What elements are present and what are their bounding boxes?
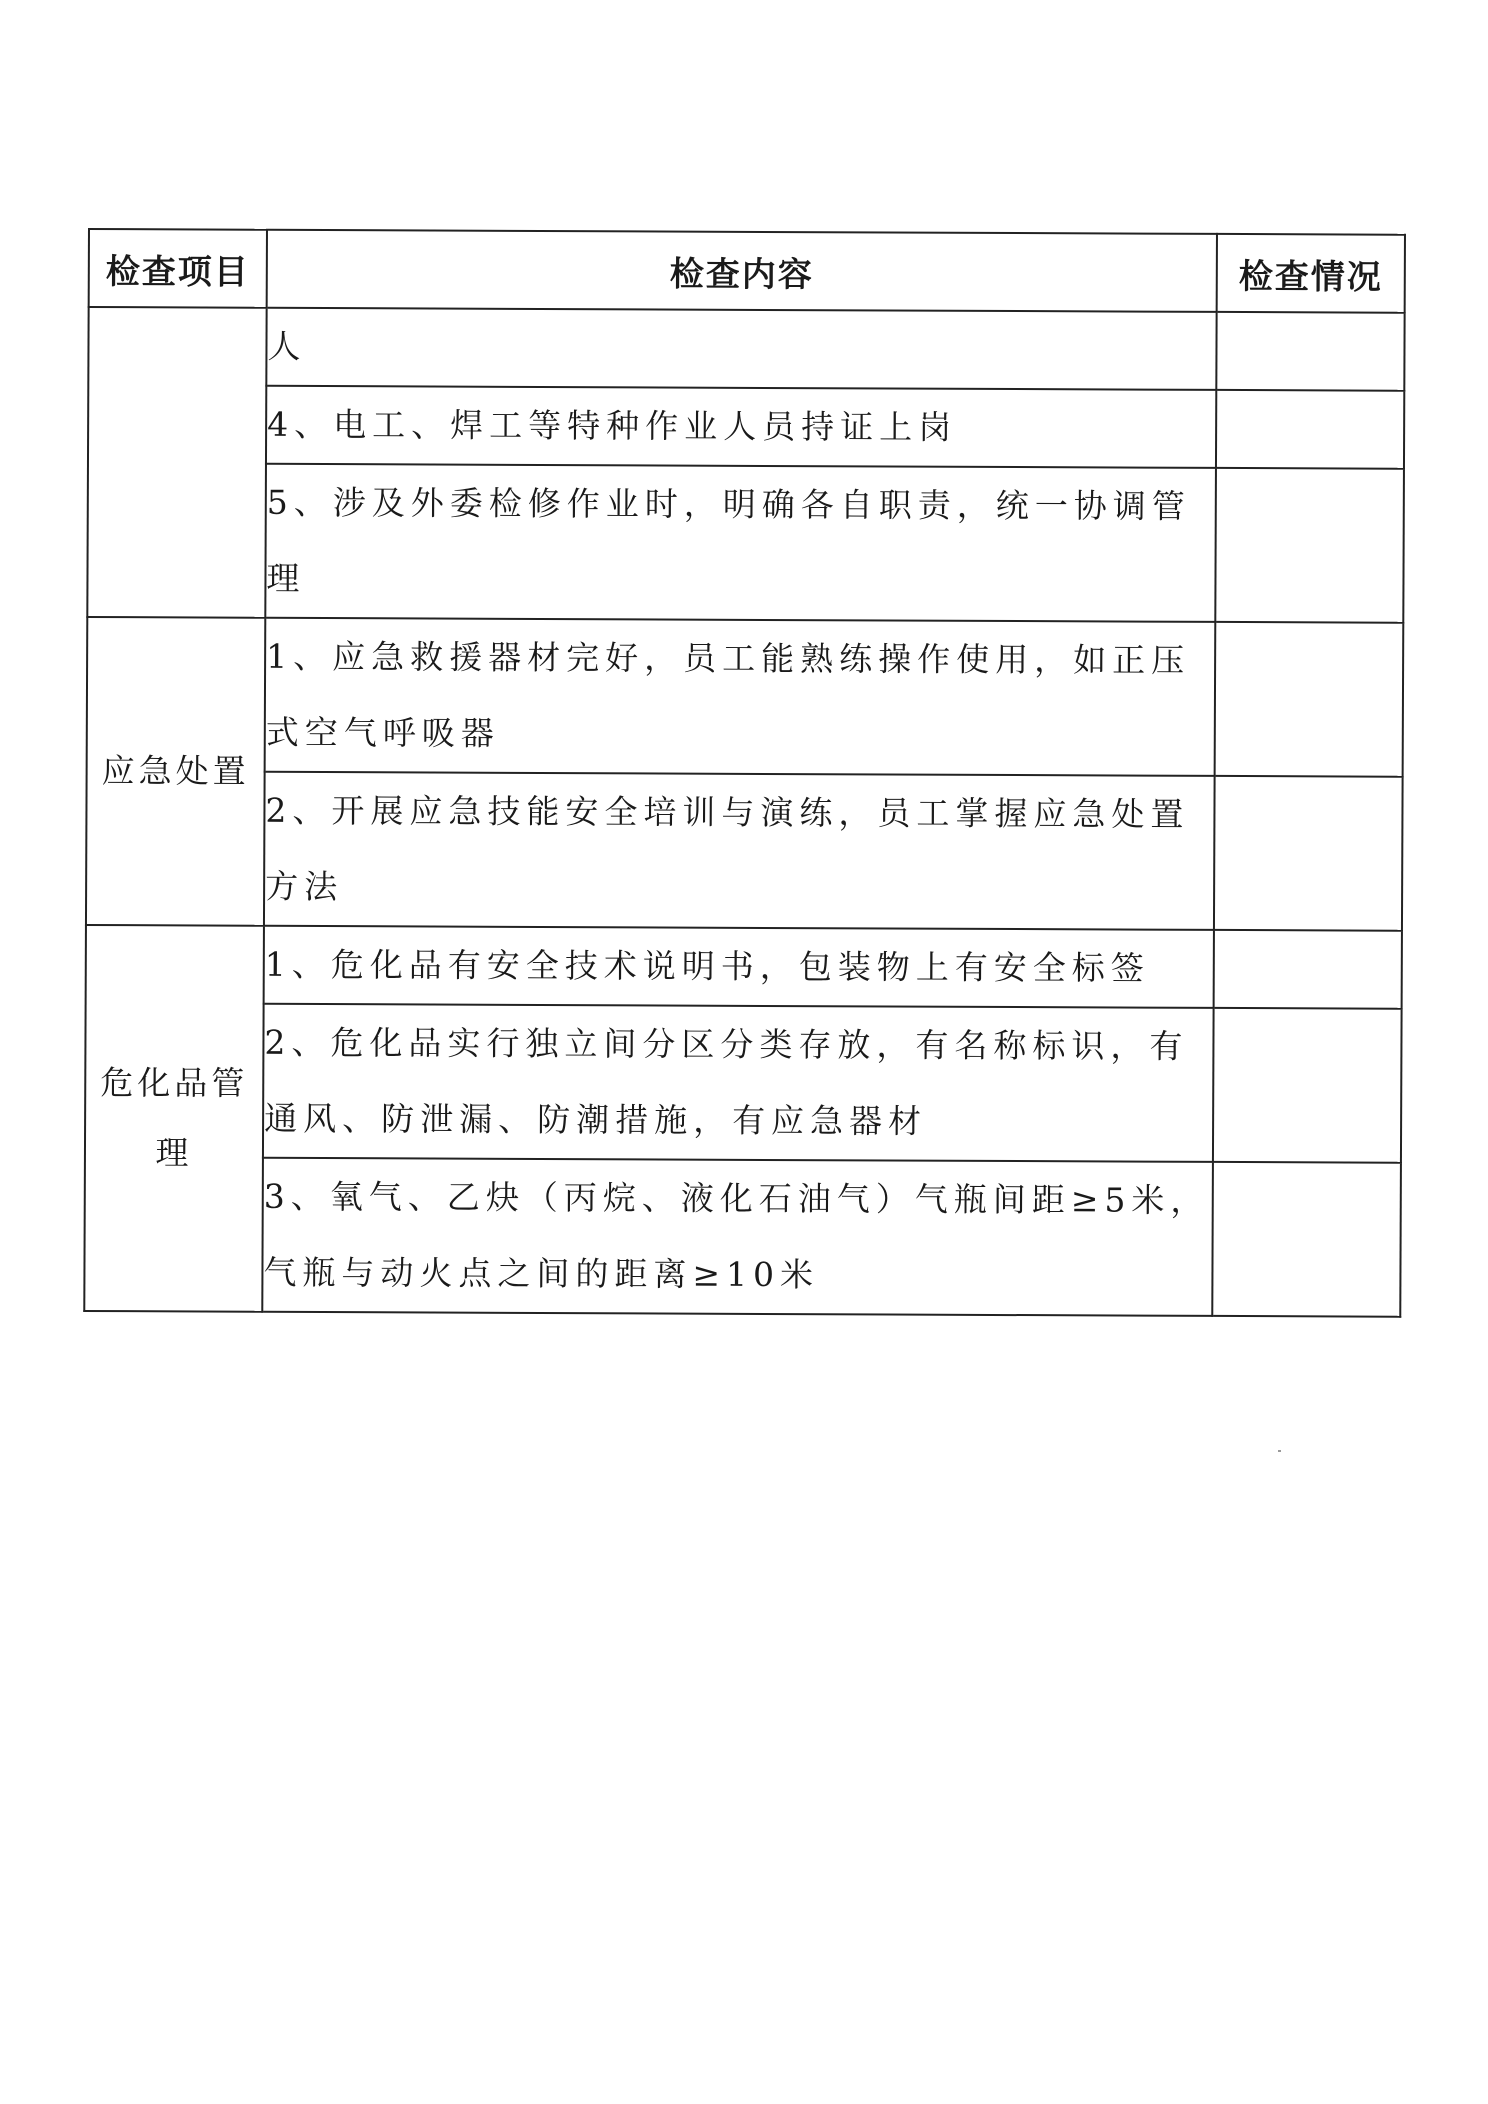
table-row xyxy=(87,463,1404,623)
content-cell: 2、危化品实行独立间分区分类存放，有名称标识，有通风、防泄漏、防潮措施，有应急器材 xyxy=(263,1004,1214,1162)
table-row xyxy=(85,1003,1402,1163)
status-cell xyxy=(1216,390,1404,469)
table-row xyxy=(88,385,1404,469)
content-cell: 1、应急救援器材完好，员工能熟练操作使用，如正压式空气呼吸器 xyxy=(265,618,1216,776)
content-cell: 2、开展应急技能安全培训与演练，员工掌握应急处置方法 xyxy=(264,772,1215,930)
header-inspection-content: 检查内容 xyxy=(267,230,1217,312)
item-cell: 危化品管理 xyxy=(84,925,264,1312)
content-cell: 5、涉及外委检修作业时，明确各自职责，统一协调管理 xyxy=(265,464,1216,622)
table-header-row xyxy=(89,229,1405,313)
table-row xyxy=(86,925,1402,1009)
inspection-checklist-table xyxy=(83,228,1406,1318)
content-cell: 1、危化品有安全技术说明书，包装物上有安全标签 xyxy=(264,926,1214,1008)
content-cell: 3、氧气、乙炔（丙烷、液化石油气）气瓶间距≥5米，气瓶与动火点之间的距离≥10米 xyxy=(262,1158,1213,1316)
status-cell xyxy=(1215,622,1404,777)
status-cell xyxy=(1215,468,1404,623)
table-row xyxy=(84,1157,1401,1317)
status-cell xyxy=(1214,776,1403,931)
table-row xyxy=(87,617,1404,777)
header-inspection-item: 检查项目 xyxy=(89,229,267,308)
status-cell xyxy=(1214,930,1402,1009)
table-row xyxy=(88,307,1404,391)
content-cell: 人 xyxy=(266,308,1216,390)
item-cell: 应急处置 xyxy=(86,617,265,926)
status-cell xyxy=(1213,1008,1402,1163)
content-cell: 4、电工、焊工等特种作业人员持证上岗 xyxy=(266,386,1216,468)
scan-speck xyxy=(1278,1450,1281,1452)
status-cell xyxy=(1212,1162,1401,1317)
item-cell xyxy=(87,307,266,618)
status-cell xyxy=(1216,312,1404,391)
table-row xyxy=(86,771,1403,931)
header-inspection-status: 检查情况 xyxy=(1217,234,1405,313)
